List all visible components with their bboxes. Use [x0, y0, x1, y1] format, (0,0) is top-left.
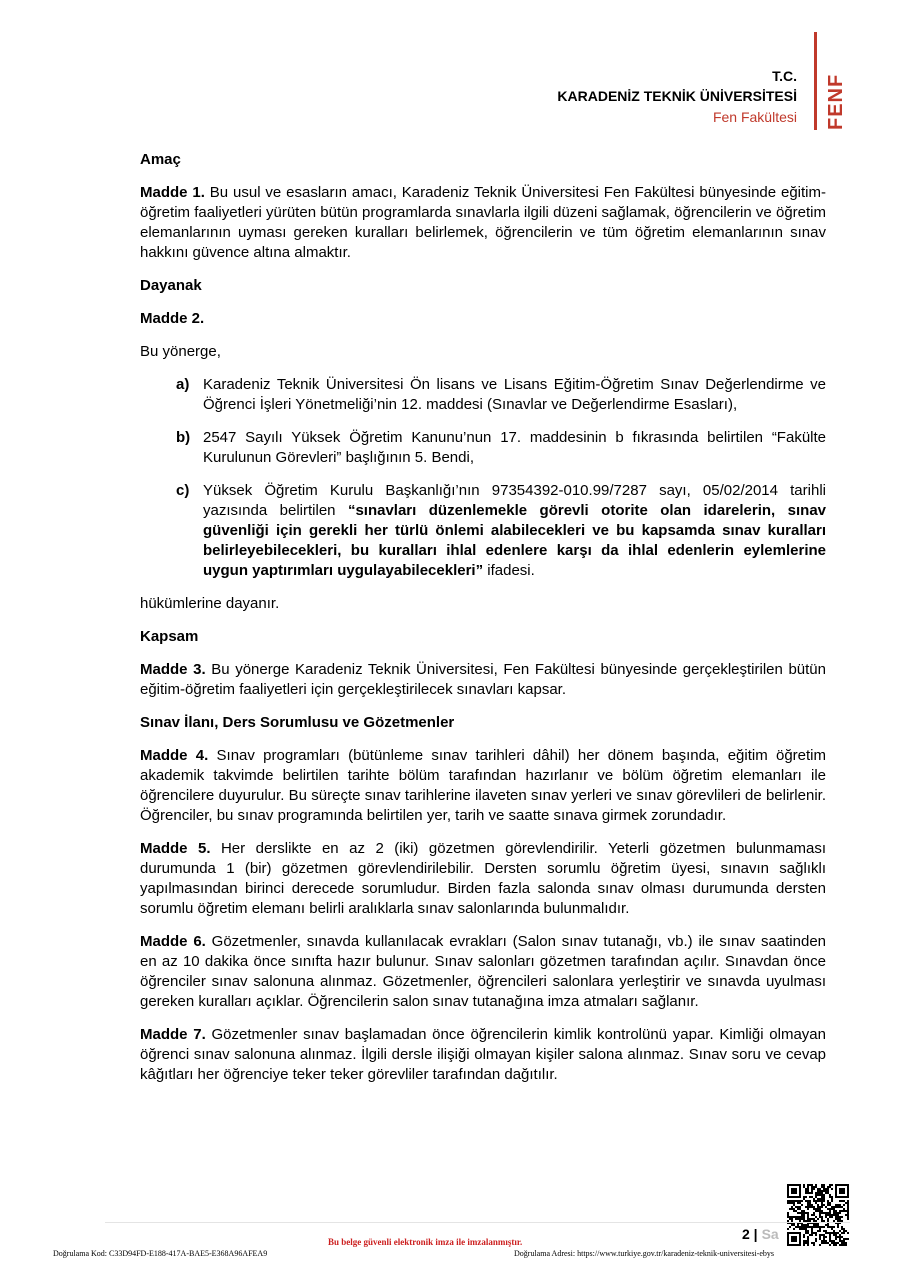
list-text: 2547 Sayılı Yüksek Öğretim Kanunu’nun 17. maddesinin b fıkrasında belirtilen “Fakülte Kurulunun Görevleri” başlığının 5. Bendi,: [203, 429, 826, 466]
madde-1: [140, 183, 826, 263]
madde-3-text: Bu yönerge Karadeniz Teknik Üniversitesi, Fen Fakültesi bünyesinde gerçekleştirilen bütün eğitim-öğretim faaliyetleri için gerçekleştirilecek sınavları kapsar.: [140, 661, 826, 698]
madde-4: [140, 746, 826, 826]
madde-2-label: Madde 2.: [140, 310, 205, 327]
madde-7-label: Madde 7.: [140, 1026, 206, 1043]
heading-sinav: Sınav İlanı, Ders Sorumlusu ve Gözetmenler: [140, 714, 455, 731]
footer-divider: [105, 1222, 850, 1223]
header-faculty: Fen Fakültesi: [712, 109, 797, 125]
list-item-c: [176, 481, 826, 581]
madde-6-label: Madde 6.: [140, 933, 206, 950]
list-text-bold: “sınavları düzenlemekle görevli otorite olan idarelerin, sınav güvenliği için gerekli her türlü önlemi alabilecekleri ve bu kapsamda sınav kuralları belirleyebilecekleri, bu kuralları ihlal edenlere karşı da ihlal edenlerin eylemlerine uygun yaptırımları uygulayabilecekleri”: [203, 502, 827, 579]
madde-6: [140, 932, 826, 1012]
madde-7-text: Gözetmenler sınav başlamadan önce öğrencilerin kimlik kontrolünü yapar. Kimliği olmayan öğrenci sınav salonuna alınmaz. İlgili dersle ilişiği olmayan kişiler salona alınmaz. Sınav soru ve cevap kâğıtları her öğrenciye teker teker görevliler tarafından dağıtılır.: [140, 1026, 826, 1083]
heading-dayanak: Dayanak: [140, 277, 202, 294]
list-text: [203, 481, 826, 581]
verification-code: Doğrulama Kod: C33D94FD-E188-417A-BAE5-E368A96AFEA9: [53, 1249, 268, 1258]
list-label: b): [176, 429, 191, 446]
list-item-b: [176, 428, 826, 468]
qr-code-icon: [787, 1184, 849, 1246]
madde-2-intro: Bu yönerge,: [140, 343, 221, 360]
brand-logo-text: FENF: [825, 73, 847, 130]
header-university: KARADENİZ TEKNİK ÜNİVERSİTESİ: [557, 88, 797, 104]
esign-notice: Bu belge güvenli elektronik imza ile imzalanmıştır.: [328, 1237, 523, 1247]
list-text-post: ifadesi.: [483, 562, 535, 579]
document-header: [557, 66, 797, 128]
list-text-pre: Yüksek Öğretim Kurulu Başkanlığı’nın 97354392-010.99/7287 sayı, 05/02/2014 tarihli yazısında belirtilen: [203, 482, 826, 519]
madde-7: [140, 1025, 826, 1085]
list-label: c): [176, 482, 190, 499]
madde-3: [140, 660, 826, 700]
madde-6-text: Gözetmenler, sınavda kullanılacak evrakları (Salon sınav tutanağı, vb.) ile sınav saatinden en az 10 dakika önce sınıfta hazır bulunur. Sınav salonları gözetmen tarafından açılır. Sınavdan önce öğrenciler sınav salonuna alınmaz. Gözetmenler, öğrencileri salonlara yerleştirir ve sınavda uyulması gereken kuralları açıklar. Öğrencilerin salon sınav tutanağına imza atmaları sağlanır.: [140, 933, 826, 1010]
heading-kapsam: Kapsam: [140, 628, 199, 645]
madde-4-label: Madde 4.: [140, 747, 209, 764]
page-number: [742, 1226, 779, 1242]
page-suffix: Sa: [761, 1226, 779, 1242]
madde-4-text: Sınav programları (bütünleme sınav tarihleri dâhil) her dönem başında, eğitim öğretim akademik takvimde belirtilen tarihte bölüm tarafından hazırlanır ve bölüm öğretim elemanları ile öğrencilere duyurulur. Bu süreçte sınav tarihlerine ilaveten sınav yerleri ve sınav görevlileri de belirlenir. Öğrenciler, bu sınav programında belirtilen yer, tarih ve saatte sınava girmek zorundadır.: [140, 747, 827, 824]
brand-bar: [814, 32, 817, 130]
list-label: a): [176, 376, 190, 393]
madde-5: [140, 839, 826, 919]
madde-2-closing: hükümlerine dayanır.: [140, 595, 280, 612]
list-item-a: [176, 375, 826, 415]
madde-1-label: Madde 1.: [140, 184, 205, 201]
madde-5-text: Her derslikte en az 2 (iki) gözetmen görevlendirilir. Yeterli gözetmen bulunmaması durumunda 1 (bir) gözetmen görevlendirilebilir. Dersten sorumlu öğretim üyesi, sınavın sağlıklı yapılmasından birinci derecede sorumludur. Birden fazla salonda sınav olması durumunda dersten sorumlu öğretim elemanı belirli aralıklarla sınav salonlarında bulunmalıdır.: [140, 840, 827, 917]
document-body: [140, 150, 826, 1098]
header-tc: T.C.: [772, 68, 797, 84]
page-number-value: 2 |: [742, 1226, 758, 1242]
madde-5-label: Madde 5.: [140, 840, 211, 857]
verification-address: Doğrulama Adresi: https://www.turkiye.gov.tr/karadeniz-teknik-universitesi-ebys: [514, 1249, 775, 1258]
heading-amac: Amaç: [140, 151, 181, 168]
madde-3-label: Madde 3.: [140, 661, 206, 678]
madde-1-text: Bu usul ve esasların amacı, Karadeniz Teknik Üniversitesi Fen Fakültesi bünyesinde eğitim-öğretim faaliyetleri yürüten bütün programlarda sınavlarla ilgili düzeni sağlamak, öğrencilerin ve öğretim elemanlarının uyması gereken kuralları belirlemek, öğrencilerin ve tüm öğretim elemanlarının sınav hakkını güvence altına almaktır.: [140, 184, 826, 261]
list-text: Karadeniz Teknik Üniversitesi Ön lisans ve Lisans Eğitim-Öğretim Sınav Değerlendirme ve Öğrenci İşleri Yönetmeliği’nin 12. maddesi (Sınavlar ve Değerlendirme Esasları),: [203, 376, 826, 413]
